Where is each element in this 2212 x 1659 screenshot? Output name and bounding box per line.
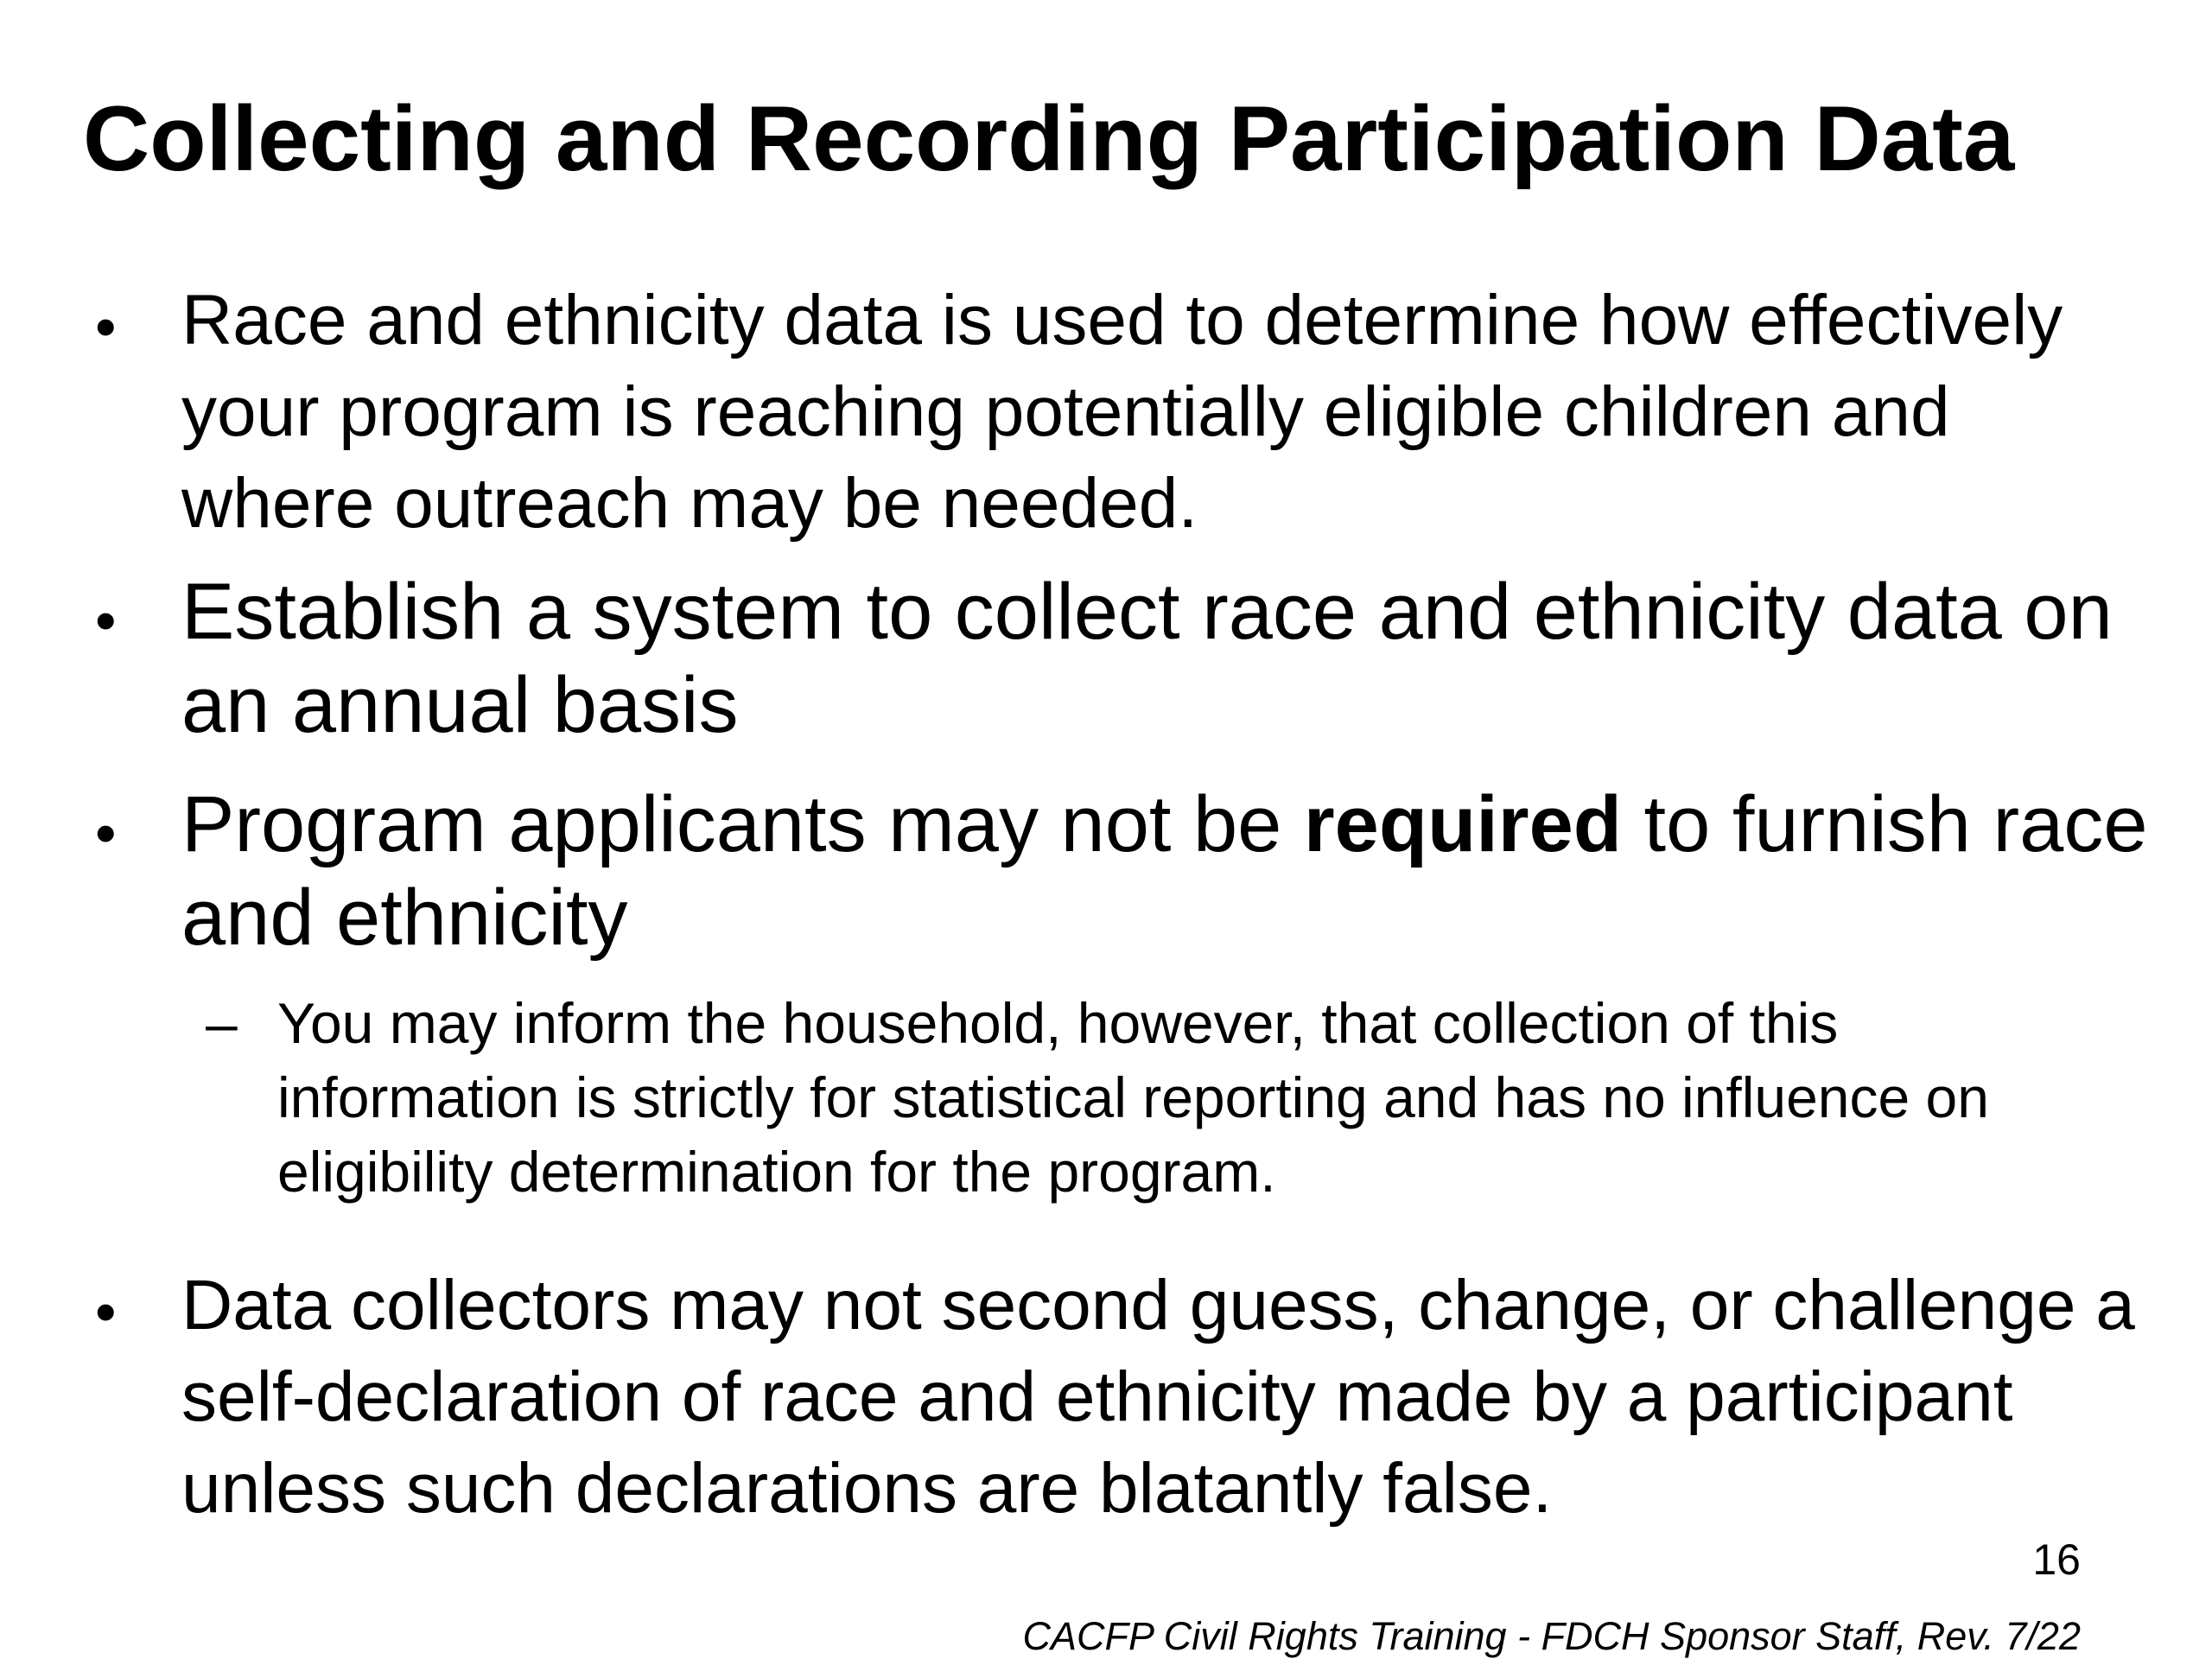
- bullet-text-end: to furnish race and ethnicity: [181, 780, 2148, 962]
- footer-text: CACFP Civil Rights Training - FDCH Sponsor Staff, Rev. 7/22: [1022, 1614, 2081, 1658]
- bullet-text: Race and ethnicity data is used to determine how effectively your program is reaching potentially eligible children and where outreach may be needed.: [181, 281, 2063, 543]
- bullet-text: [181, 778, 2152, 964]
- bullet-dot: •: [95, 1278, 117, 1345]
- bullet-text: Establish a system to collect race and ethnicity data on an annual basis: [181, 568, 2113, 749]
- sub-bullet-text: You may inform the household, however, that collection of this information is strictly for statistical reporting and has no influence on eligibility determination for the program.: [277, 991, 1989, 1204]
- bullet-dot: •: [95, 293, 117, 360]
- sub-bullet-dash: –: [206, 991, 238, 1055]
- bullet-dot: •: [95, 799, 117, 867]
- bullet-text-start: Program applicants may not be: [181, 780, 1304, 868]
- bullet-emphasis: required: [1303, 780, 1622, 868]
- bullet-dot: •: [95, 587, 117, 654]
- page-number: 16: [2032, 1535, 2081, 1584]
- bullet-text: Data collectors may not second guess, change, or challenge a self-declaration of race and ethnicity made by a participant unless such declarations are blatantly false.: [181, 1266, 2135, 1528]
- slide-title: Collecting and Recording Participation Data: [83, 86, 2015, 190]
